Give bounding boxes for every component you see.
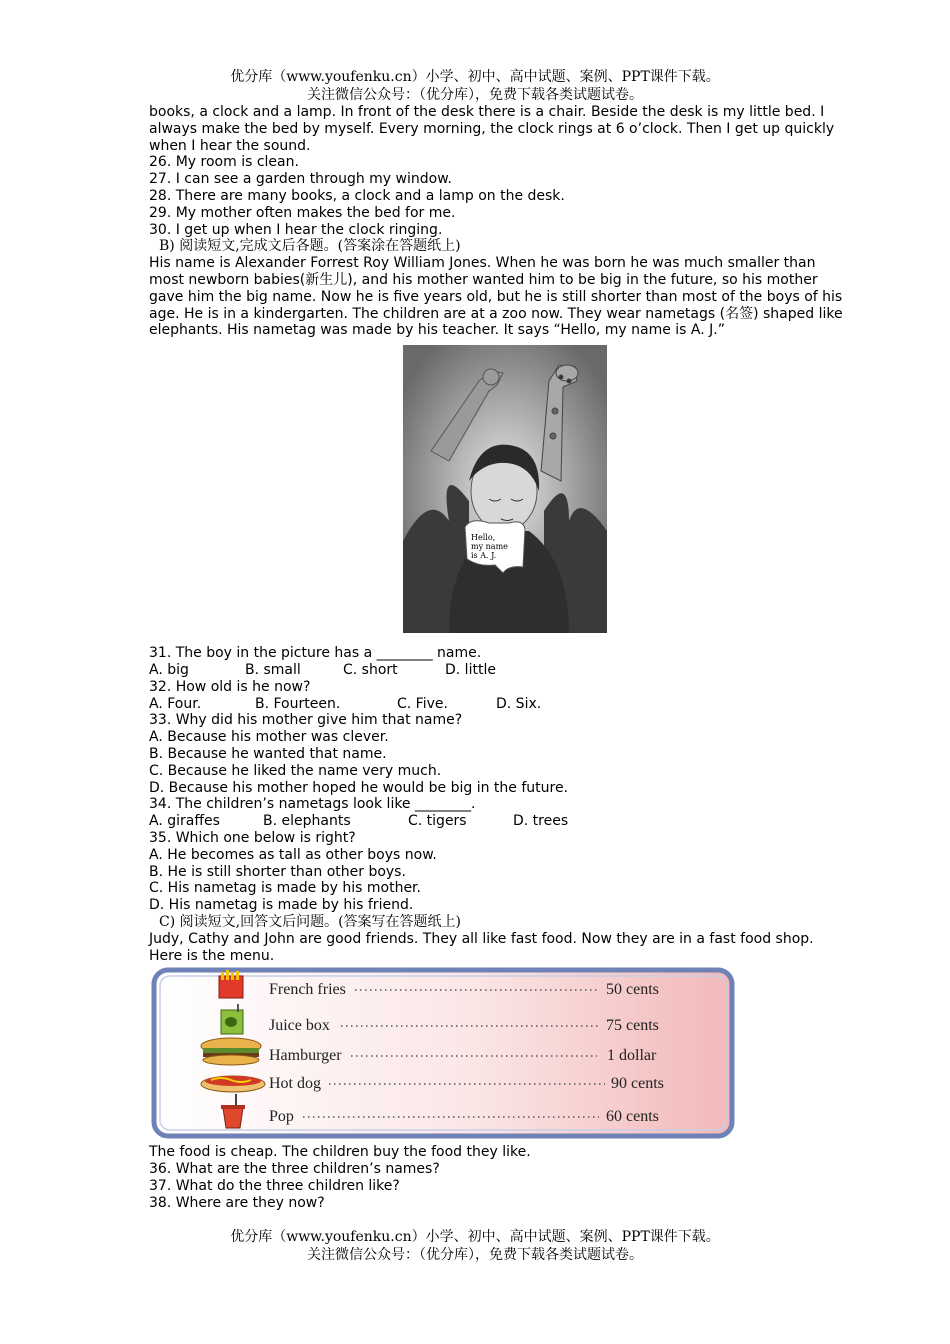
menu-item-french-fries: French fries bbox=[269, 981, 346, 999]
statement-26: 26. My room is clean. bbox=[149, 154, 299, 171]
options-32 bbox=[149, 696, 849, 713]
passage-a-text: books, a clock and a lamp. In front of the desk there is a chair. Beside the desk is my little bed. I always make the bed by myself. Every morning, the clock rings at 6 o’clock. Then I get up quickly when I hear the sound. bbox=[149, 104, 835, 154]
page-header bbox=[0, 68, 950, 104]
options-31 bbox=[149, 662, 849, 679]
question-37: 37. What do the three children like? bbox=[149, 1177, 400, 1194]
option-32-b: B. Fourteen. bbox=[255, 695, 341, 712]
question-34: 34. The children’s nametags look like ________. bbox=[149, 796, 476, 813]
statement-29: 29. My mother often makes the bed for me. bbox=[149, 204, 456, 221]
option-34-a: A. giraffes bbox=[149, 813, 220, 830]
option-31-a: A. big bbox=[149, 661, 189, 678]
option-32-c: C. Five. bbox=[397, 695, 448, 712]
question-38: 38. Where are they now? bbox=[149, 1194, 325, 1211]
nametag-line-1: Hello, bbox=[471, 533, 496, 543]
menu-item-juice-box: Juice box bbox=[269, 1017, 330, 1035]
hot-dog-icon bbox=[201, 1076, 265, 1092]
option-34-d: D. trees bbox=[513, 813, 569, 830]
boy-zoo-illustration bbox=[149, 341, 849, 641]
question-36: 36. What are the three children’s names? bbox=[149, 1161, 440, 1178]
option-32-d: D. Six. bbox=[496, 695, 542, 712]
section-b-passage: His name is Alexander Forrest Roy William Jones. When he was born he was much smaller than most newborn babies(新生儿), and his mother wanted him to be big in the future, so his mother gave him the big name. Now he is five years old, but he is still shorter than most of the boys of his age. He is in a kindergarten. The children are at a zoo now. They wear nametags (名签) shaped like elephants. His nametag was made by his teacher. It says “Hello, my name is A. J.” bbox=[149, 255, 843, 339]
section-c-heading: C) 阅读短文,回答文后问题。(答案写在答题纸上) bbox=[159, 913, 461, 930]
menu-price-juice-box: 75 cents bbox=[606, 1017, 659, 1035]
option-33-c: C. Because he liked the name very much. bbox=[149, 762, 442, 779]
statement-27: 27. I can see a garden through my window. bbox=[149, 171, 452, 188]
header-line-2: 关注微信公众号：（优分库），免费下载各类试题试卷。 bbox=[307, 87, 643, 103]
option-34-c: C. tigers bbox=[408, 813, 467, 830]
option-31-b: B. small bbox=[245, 661, 301, 678]
option-35-a: A. He becomes as tall as other boys now. bbox=[149, 846, 437, 863]
menu-price-hamburger: 1 dollar bbox=[607, 1047, 657, 1065]
options-34 bbox=[149, 813, 849, 830]
menu-price-hot-dog: 90 cents bbox=[611, 1075, 664, 1093]
option-32-a: A. Four. bbox=[149, 695, 202, 712]
section-c-passage: Judy, Cathy and John are good friends. They all like fast food. Now they are in a fast food shop. Here is the menu. bbox=[149, 930, 814, 964]
nametag-line-3: is A. J. bbox=[471, 551, 497, 561]
footer-line-1: 优分库（www.youfenku.cn）小学、初中、高中试题、案例、PPT课件下载。 bbox=[230, 1229, 720, 1245]
option-31-d: D. little bbox=[445, 661, 496, 678]
footer-line-2: 关注微信公众号：（优分库），免费下载各类试题试卷。 bbox=[307, 1247, 643, 1263]
option-31-c: C. short bbox=[343, 661, 398, 678]
section-c-after-text: The food is cheap. The children buy the food they like. bbox=[149, 1144, 531, 1161]
question-33: 33. Why did his mother give him that name? bbox=[149, 712, 463, 729]
question-32: 32. How old is he now? bbox=[149, 678, 311, 695]
section-b-heading: B) 阅读短文,完成文后各题。(答案涂在答题纸上) bbox=[159, 238, 461, 255]
statement-30: 30. I get up when I hear the clock ringing. bbox=[149, 221, 443, 238]
header-line-1: 优分库（www.youfenku.cn）小学、初中、高中试题、案例、PPT课件下载。 bbox=[230, 69, 720, 85]
page-content bbox=[149, 104, 849, 1211]
hamburger-icon bbox=[201, 1038, 261, 1065]
statement-28: 28. There are many books, a clock and a lamp on the desk. bbox=[149, 187, 565, 204]
option-35-d: D. His nametag is made by his friend. bbox=[149, 897, 414, 914]
menu-item-pop: Pop bbox=[269, 1108, 294, 1126]
question-35: 35. Which one below is right? bbox=[149, 829, 356, 846]
menu-price-pop: 60 cents bbox=[606, 1108, 659, 1126]
menu-board bbox=[149, 966, 849, 1142]
nametag-line-2: my name bbox=[471, 542, 508, 552]
option-33-a: A. Because his mother was clever. bbox=[149, 729, 389, 746]
menu-price-french-fries: 50 cents bbox=[606, 981, 659, 999]
option-33-b: B. Because he wanted that name. bbox=[149, 745, 387, 762]
option-35-b: B. He is still shorter than other boys. bbox=[149, 863, 406, 880]
option-35-c: C. His nametag is made by his mother. bbox=[149, 880, 421, 897]
question-31: 31. The boy in the picture has a ________ name. bbox=[149, 645, 482, 662]
option-33-d: D. Because his mother hoped he would be big in the future. bbox=[149, 779, 569, 796]
menu-item-hot-dog: Hot dog bbox=[269, 1075, 321, 1093]
menu-item-hamburger: Hamburger bbox=[269, 1047, 342, 1065]
page-footer bbox=[0, 1228, 950, 1264]
option-34-b: B. elephants bbox=[263, 813, 351, 830]
